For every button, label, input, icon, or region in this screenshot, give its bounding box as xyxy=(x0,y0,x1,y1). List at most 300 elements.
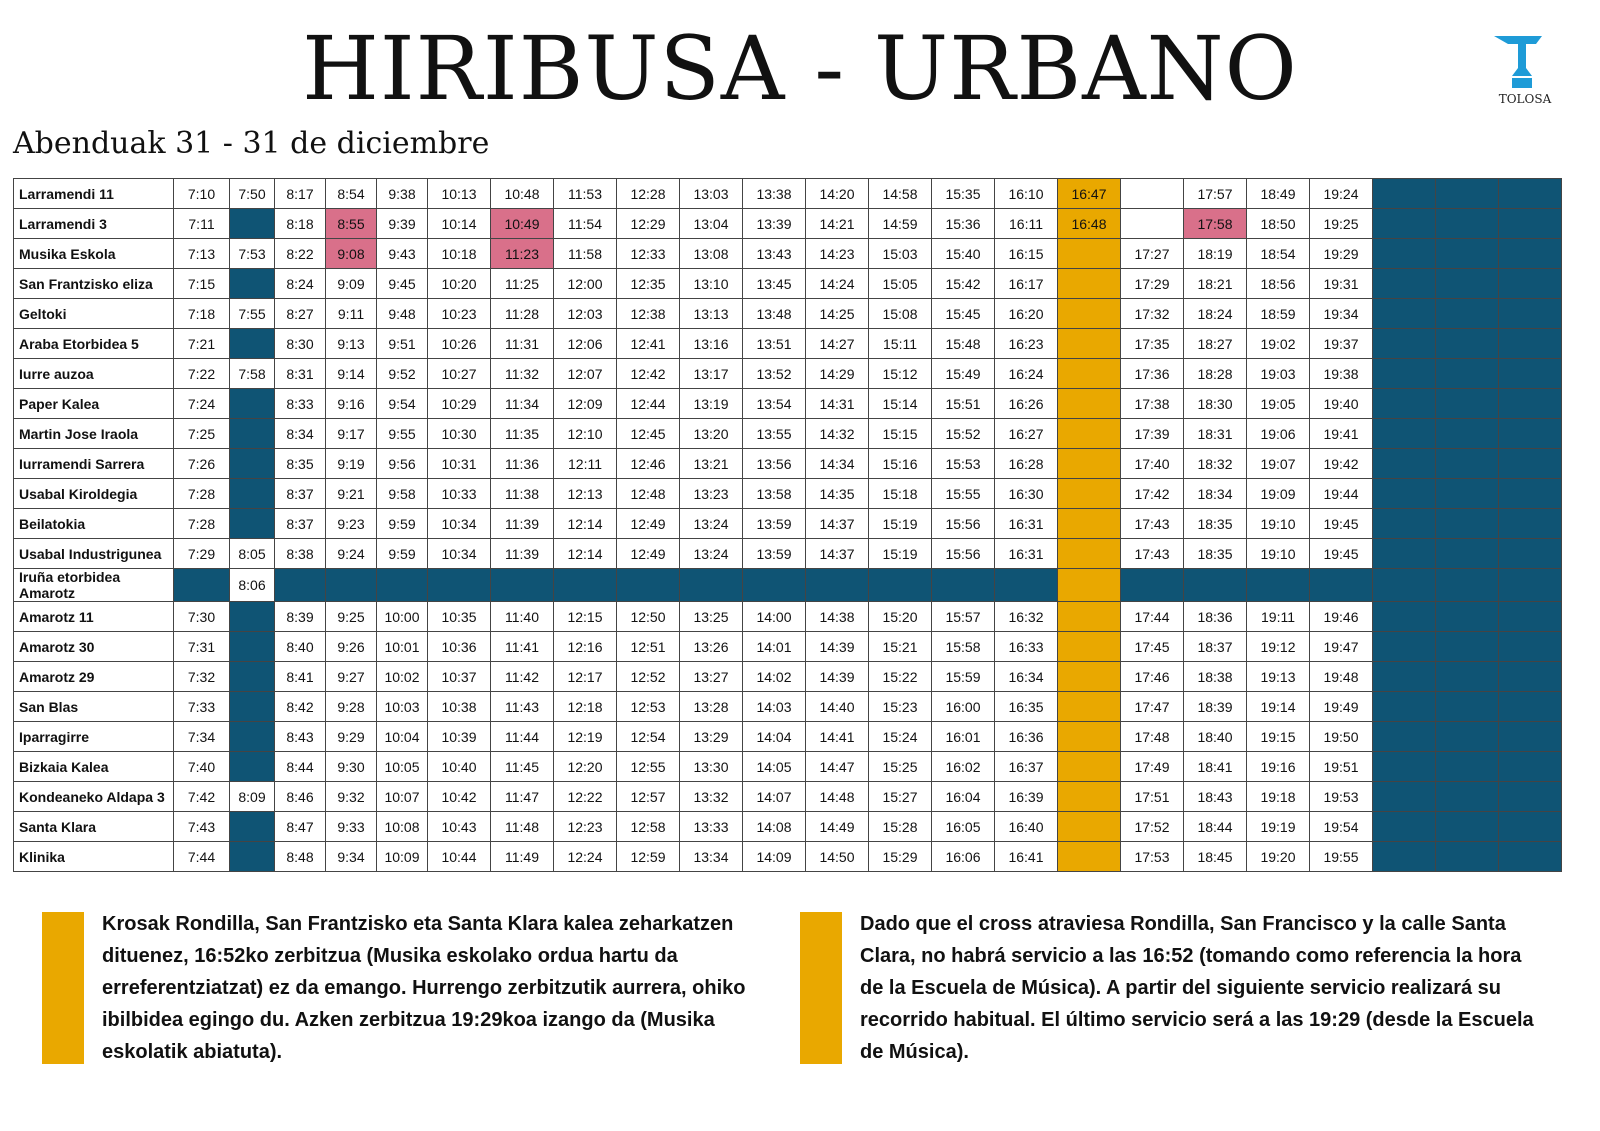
time-cell: 8:42 xyxy=(275,692,326,722)
time-cell: 19:19 xyxy=(1247,812,1310,842)
time-cell: 15:53 xyxy=(932,449,995,479)
time-cell: 12:28 xyxy=(617,179,680,209)
time-cell: 18:19 xyxy=(1184,239,1247,269)
time-cell: 19:49 xyxy=(1310,692,1373,722)
time-cell: 17:32 xyxy=(1121,299,1184,329)
time-cell: 7:15 xyxy=(174,269,230,299)
time-cell: 7:53 xyxy=(230,239,275,269)
time-cell: 12:03 xyxy=(554,299,617,329)
time-cell: 16:10 xyxy=(995,179,1058,209)
time-cell: 15:45 xyxy=(932,299,995,329)
time-cell: 9:34 xyxy=(326,842,377,872)
time-cell: 18:24 xyxy=(1184,299,1247,329)
time-cell: 18:43 xyxy=(1184,782,1247,812)
time-cell: 11:42 xyxy=(491,662,554,692)
time-cell: 7:34 xyxy=(174,722,230,752)
no-service-cell xyxy=(1499,692,1562,722)
time-cell: 17:39 xyxy=(1121,419,1184,449)
stop-name: San Blas xyxy=(14,692,174,722)
time-cell: 13:29 xyxy=(680,722,743,752)
time-cell: 7:44 xyxy=(174,842,230,872)
no-service-cell xyxy=(1499,179,1562,209)
time-cell: 8:39 xyxy=(275,602,326,632)
time-cell: 16:48 xyxy=(1058,209,1121,239)
time-cell: 18:27 xyxy=(1184,329,1247,359)
time-cell: 10:49 xyxy=(491,209,554,239)
time-cell: 16:47 xyxy=(1058,179,1121,209)
time-cell: 16:36 xyxy=(995,722,1058,752)
time-cell: 10:04 xyxy=(377,722,428,752)
no-service-cell xyxy=(491,569,554,602)
time-cell: 14:39 xyxy=(806,632,869,662)
time-cell: 18:30 xyxy=(1184,389,1247,419)
time-cell: 16:32 xyxy=(995,602,1058,632)
no-service-cell xyxy=(1373,539,1436,569)
time-cell: 11:39 xyxy=(491,539,554,569)
time-cell: 15:12 xyxy=(869,359,932,389)
time-cell: 19:05 xyxy=(1247,389,1310,419)
time-cell: 7:55 xyxy=(230,299,275,329)
no-service-cell xyxy=(1373,359,1436,389)
no-service-cell xyxy=(1436,329,1499,359)
time-cell: 7:18 xyxy=(174,299,230,329)
no-service-cell xyxy=(1436,509,1499,539)
time-cell: 9:23 xyxy=(326,509,377,539)
time-cell: 16:37 xyxy=(995,752,1058,782)
no-service-cell xyxy=(932,569,995,602)
time-cell: 18:21 xyxy=(1184,269,1247,299)
time-cell: 15:56 xyxy=(932,539,995,569)
time-cell: 7:10 xyxy=(174,179,230,209)
stop-name: Amarotz 29 xyxy=(14,662,174,692)
time-cell: 18:59 xyxy=(1247,299,1310,329)
time-cell: 11:36 xyxy=(491,449,554,479)
no-service-cell xyxy=(1499,269,1562,299)
notice-bar xyxy=(42,912,84,1064)
time-cell: 14:47 xyxy=(806,752,869,782)
time-cell: 14:02 xyxy=(743,662,806,692)
time-cell: 7:29 xyxy=(174,539,230,569)
time-cell: 17:46 xyxy=(1121,662,1184,692)
stop-name: San Frantzisko eliza xyxy=(14,269,174,299)
no-service-cell xyxy=(1436,389,1499,419)
time-cell: 8:22 xyxy=(275,239,326,269)
no-service-cell xyxy=(230,389,275,419)
time-cell: 16:00 xyxy=(932,692,995,722)
time-cell: 15:28 xyxy=(869,812,932,842)
time-cell: 10:33 xyxy=(428,479,491,509)
table-row xyxy=(14,329,1562,359)
time-cell: 12:57 xyxy=(617,782,680,812)
time-cell: 11:35 xyxy=(491,419,554,449)
stop-name: Larramendi 3 xyxy=(14,209,174,239)
no-service-cell xyxy=(1373,209,1436,239)
time-cell: 13:59 xyxy=(743,539,806,569)
time-cell: 18:38 xyxy=(1184,662,1247,692)
stop-name: Santa Klara xyxy=(14,812,174,842)
no-service-cell xyxy=(230,329,275,359)
time-cell: 10:02 xyxy=(377,662,428,692)
time-cell: 19:55 xyxy=(1310,842,1373,872)
time-cell: 12:22 xyxy=(554,782,617,812)
no-service-cell xyxy=(1436,209,1499,239)
no-service-cell xyxy=(1436,419,1499,449)
time-cell: 15:42 xyxy=(932,269,995,299)
table-row xyxy=(14,632,1562,662)
time-cell: 15:15 xyxy=(869,419,932,449)
time-cell: 13:56 xyxy=(743,449,806,479)
time-cell: 16:27 xyxy=(995,419,1058,449)
time-cell: 11:39 xyxy=(491,509,554,539)
no-service-cell xyxy=(1373,179,1436,209)
time-cell: 15:36 xyxy=(932,209,995,239)
time-cell: 8:09 xyxy=(230,782,275,812)
time-cell: 17:49 xyxy=(1121,752,1184,782)
time-cell: 10:34 xyxy=(428,539,491,569)
time-cell: 19:42 xyxy=(1310,449,1373,479)
time-cell: 7:42 xyxy=(174,782,230,812)
time-cell: 16:23 xyxy=(995,329,1058,359)
time-cell: 12:45 xyxy=(617,419,680,449)
time-cell: 19:14 xyxy=(1247,692,1310,722)
time-cell: 15:51 xyxy=(932,389,995,419)
time-cell: 9:59 xyxy=(377,539,428,569)
time-cell: 19:53 xyxy=(1310,782,1373,812)
time-cell: 15:48 xyxy=(932,329,995,359)
time-cell: 12:42 xyxy=(617,359,680,389)
time-cell: 12:50 xyxy=(617,602,680,632)
time-cell: 13:34 xyxy=(680,842,743,872)
time-cell: 11:49 xyxy=(491,842,554,872)
time-cell: 8:24 xyxy=(275,269,326,299)
time-cell: 17:43 xyxy=(1121,539,1184,569)
time-cell: 13:16 xyxy=(680,329,743,359)
tolosa-logo xyxy=(1490,34,1560,114)
time-cell: 15:40 xyxy=(932,239,995,269)
time-cell xyxy=(1058,722,1121,752)
stop-name: Usabal Industrigunea xyxy=(14,539,174,569)
time-cell: 14:01 xyxy=(743,632,806,662)
time-cell: 17:38 xyxy=(1121,389,1184,419)
time-cell xyxy=(1058,509,1121,539)
table-row xyxy=(14,842,1562,872)
time-cell: 13:19 xyxy=(680,389,743,419)
time-cell: 12:33 xyxy=(617,239,680,269)
time-cell: 19:45 xyxy=(1310,509,1373,539)
time-cell: 18:50 xyxy=(1247,209,1310,239)
time-cell: 7:40 xyxy=(174,752,230,782)
time-cell: 17:48 xyxy=(1121,722,1184,752)
time-cell: 10:27 xyxy=(428,359,491,389)
time-cell: 18:37 xyxy=(1184,632,1247,662)
time-cell: 9:59 xyxy=(377,509,428,539)
no-service-cell xyxy=(1499,842,1562,872)
table-row xyxy=(14,662,1562,692)
time-cell: 9:32 xyxy=(326,782,377,812)
time-cell: 16:05 xyxy=(932,812,995,842)
no-service-cell xyxy=(1373,692,1436,722)
time-cell: 11:48 xyxy=(491,812,554,842)
time-cell: 13:25 xyxy=(680,602,743,632)
time-cell: 12:54 xyxy=(617,722,680,752)
no-service-cell xyxy=(1499,239,1562,269)
time-cell: 8:44 xyxy=(275,752,326,782)
no-service-cell xyxy=(1499,449,1562,479)
time-cell: 19:16 xyxy=(1247,752,1310,782)
no-service-cell xyxy=(806,569,869,602)
no-service-cell xyxy=(1499,752,1562,782)
time-cell: 16:34 xyxy=(995,662,1058,692)
time-cell: 17:27 xyxy=(1121,239,1184,269)
stop-name: Iurre auzoa xyxy=(14,359,174,389)
time-cell: 11:45 xyxy=(491,752,554,782)
time-cell: 10:36 xyxy=(428,632,491,662)
schedule-table xyxy=(13,178,1562,872)
time-cell: 16:39 xyxy=(995,782,1058,812)
time-cell: 14:35 xyxy=(806,479,869,509)
table-row xyxy=(14,692,1562,722)
time-cell: 8:06 xyxy=(230,569,275,602)
time-cell xyxy=(1058,692,1121,722)
time-cell: 15:49 xyxy=(932,359,995,389)
time-cell: 14:41 xyxy=(806,722,869,752)
time-cell xyxy=(1058,602,1121,632)
time-cell: 9:27 xyxy=(326,662,377,692)
time-cell: 14:49 xyxy=(806,812,869,842)
time-cell: 14:59 xyxy=(869,209,932,239)
table-row xyxy=(14,569,1562,602)
no-service-cell xyxy=(743,569,806,602)
no-service-cell xyxy=(1373,842,1436,872)
no-service-cell xyxy=(1499,389,1562,419)
time-cell: 14:38 xyxy=(806,602,869,632)
time-cell: 18:49 xyxy=(1247,179,1310,209)
no-service-cell xyxy=(1373,449,1436,479)
notice-basque-text: Krosak Rondilla, San Frantzisko eta Santa Klara kalea zeharkatzen dituenez, 16:52ko zerbitzua (Musika eskolako ordua hartu da erreferentziatzat) ez da emango. Hurrengo zerbitzutik aurrera, ohiko ibilbidea egingo du. Azken zerbitzua 19:29koa izango da (Musika eskolatik abiatuta). xyxy=(102,913,746,1063)
time-cell: 8:33 xyxy=(275,389,326,419)
time-cell: 16:35 xyxy=(995,692,1058,722)
time-cell: 10:26 xyxy=(428,329,491,359)
time-cell: 18:31 xyxy=(1184,419,1247,449)
time-cell xyxy=(1121,209,1184,239)
time-cell: 13:20 xyxy=(680,419,743,449)
time-cell: 14:08 xyxy=(743,812,806,842)
time-cell: 10:23 xyxy=(428,299,491,329)
time-cell: 16:06 xyxy=(932,842,995,872)
time-cell: 16:20 xyxy=(995,299,1058,329)
time-cell: 11:32 xyxy=(491,359,554,389)
time-cell: 17:51 xyxy=(1121,782,1184,812)
time-cell: 15:35 xyxy=(932,179,995,209)
time-cell: 7:21 xyxy=(174,329,230,359)
time-cell: 12:07 xyxy=(554,359,617,389)
time-cell: 19:02 xyxy=(1247,329,1310,359)
notice-bar xyxy=(800,912,842,1064)
time-cell: 13:24 xyxy=(680,509,743,539)
time-cell: 7:11 xyxy=(174,209,230,239)
time-cell xyxy=(1121,179,1184,209)
time-cell: 13:39 xyxy=(743,209,806,239)
table-row xyxy=(14,239,1562,269)
time-cell: 14:37 xyxy=(806,509,869,539)
no-service-cell xyxy=(230,209,275,239)
table-row xyxy=(14,299,1562,329)
time-cell: 7:30 xyxy=(174,602,230,632)
time-cell: 10:48 xyxy=(491,179,554,209)
time-cell: 19:48 xyxy=(1310,662,1373,692)
time-cell: 18:36 xyxy=(1184,602,1247,632)
time-cell: 12:52 xyxy=(617,662,680,692)
no-service-cell xyxy=(1373,752,1436,782)
time-cell: 15:58 xyxy=(932,632,995,662)
time-cell: 18:28 xyxy=(1184,359,1247,389)
stop-name: Amarotz 30 xyxy=(14,632,174,662)
time-cell: 16:41 xyxy=(995,842,1058,872)
no-service-cell xyxy=(1121,569,1184,602)
time-cell: 11:44 xyxy=(491,722,554,752)
time-cell: 7:28 xyxy=(174,479,230,509)
time-cell: 19:46 xyxy=(1310,602,1373,632)
time-cell: 13:51 xyxy=(743,329,806,359)
no-service-cell xyxy=(554,569,617,602)
time-cell: 10:09 xyxy=(377,842,428,872)
time-cell: 10:18 xyxy=(428,239,491,269)
time-cell: 15:23 xyxy=(869,692,932,722)
time-cell: 7:28 xyxy=(174,509,230,539)
time-cell: 15:21 xyxy=(869,632,932,662)
time-cell: 16:04 xyxy=(932,782,995,812)
time-cell: 19:50 xyxy=(1310,722,1373,752)
time-cell: 11:47 xyxy=(491,782,554,812)
time-cell: 9:55 xyxy=(377,419,428,449)
time-cell: 19:03 xyxy=(1247,359,1310,389)
time-cell: 8:35 xyxy=(275,449,326,479)
no-service-cell xyxy=(377,569,428,602)
tolosa-logo-icon xyxy=(1490,34,1560,94)
time-cell: 15:19 xyxy=(869,539,932,569)
time-cell: 15:24 xyxy=(869,722,932,752)
time-cell: 19:54 xyxy=(1310,812,1373,842)
time-cell: 15:08 xyxy=(869,299,932,329)
time-cell: 19:25 xyxy=(1310,209,1373,239)
time-cell: 12:58 xyxy=(617,812,680,842)
time-cell: 12:41 xyxy=(617,329,680,359)
stop-name: Amarotz 11 xyxy=(14,602,174,632)
time-cell: 12:44 xyxy=(617,389,680,419)
time-cell: 13:26 xyxy=(680,632,743,662)
time-cell: 16:26 xyxy=(995,389,1058,419)
time-cell: 12:49 xyxy=(617,509,680,539)
time-cell: 10:40 xyxy=(428,752,491,782)
time-cell: 19:11 xyxy=(1247,602,1310,632)
time-cell: 13:58 xyxy=(743,479,806,509)
time-cell: 10:38 xyxy=(428,692,491,722)
time-cell: 10:05 xyxy=(377,752,428,782)
time-cell: 19:47 xyxy=(1310,632,1373,662)
time-cell: 13:13 xyxy=(680,299,743,329)
time-cell: 15:29 xyxy=(869,842,932,872)
time-cell: 8:54 xyxy=(326,179,377,209)
no-service-cell xyxy=(1436,269,1499,299)
time-cell: 11:40 xyxy=(491,602,554,632)
no-service-cell xyxy=(230,692,275,722)
time-cell: 12:55 xyxy=(617,752,680,782)
time-cell: 7:33 xyxy=(174,692,230,722)
table-row xyxy=(14,209,1562,239)
time-cell: 11:23 xyxy=(491,239,554,269)
time-cell: 8:41 xyxy=(275,662,326,692)
table-row xyxy=(14,722,1562,752)
stop-name: Martin Jose Iraola xyxy=(14,419,174,449)
time-cell: 9:52 xyxy=(377,359,428,389)
no-service-cell xyxy=(1373,299,1436,329)
time-cell: 9:24 xyxy=(326,539,377,569)
time-cell: 17:57 xyxy=(1184,179,1247,209)
time-cell: 14:58 xyxy=(869,179,932,209)
time-cell: 13:38 xyxy=(743,179,806,209)
time-cell: 13:03 xyxy=(680,179,743,209)
time-cell: 19:06 xyxy=(1247,419,1310,449)
time-cell: 16:15 xyxy=(995,239,1058,269)
table-row xyxy=(14,509,1562,539)
no-service-cell xyxy=(1499,419,1562,449)
stop-name: Iurramendi Sarrera xyxy=(14,449,174,479)
no-service-cell xyxy=(230,842,275,872)
time-cell: 8:17 xyxy=(275,179,326,209)
time-cell: 15:56 xyxy=(932,509,995,539)
time-cell: 12:06 xyxy=(554,329,617,359)
time-cell: 9:25 xyxy=(326,602,377,632)
stop-name: Iruña etorbidea Amarotz xyxy=(14,569,174,602)
time-cell: 12:14 xyxy=(554,509,617,539)
no-service-cell xyxy=(1436,299,1499,329)
time-cell: 11:41 xyxy=(491,632,554,662)
no-service-cell xyxy=(1373,632,1436,662)
no-service-cell xyxy=(1499,539,1562,569)
no-service-cell xyxy=(1247,569,1310,602)
no-service-cell xyxy=(1436,632,1499,662)
time-cell: 11:34 xyxy=(491,389,554,419)
no-service-cell xyxy=(1499,722,1562,752)
time-cell: 10:37 xyxy=(428,662,491,692)
time-cell: 12:24 xyxy=(554,842,617,872)
no-service-cell xyxy=(428,569,491,602)
time-cell: 15:19 xyxy=(869,509,932,539)
time-cell xyxy=(1058,842,1121,872)
no-service-cell xyxy=(1499,479,1562,509)
time-cell: 19:51 xyxy=(1310,752,1373,782)
time-cell: 19:10 xyxy=(1247,539,1310,569)
time-cell: 8:46 xyxy=(275,782,326,812)
stop-name: Paper Kalea xyxy=(14,389,174,419)
time-cell: 14:07 xyxy=(743,782,806,812)
time-cell: 12:13 xyxy=(554,479,617,509)
time-cell: 8:30 xyxy=(275,329,326,359)
table-row xyxy=(14,812,1562,842)
no-service-cell xyxy=(1436,782,1499,812)
time-cell: 9:56 xyxy=(377,449,428,479)
no-service-cell xyxy=(1373,662,1436,692)
time-cell xyxy=(1058,389,1121,419)
time-cell: 14:05 xyxy=(743,752,806,782)
no-service-cell xyxy=(1436,602,1499,632)
time-cell: 13:32 xyxy=(680,782,743,812)
time-cell: 10:13 xyxy=(428,179,491,209)
no-service-cell xyxy=(617,569,680,602)
time-cell xyxy=(1058,269,1121,299)
time-cell: 12:48 xyxy=(617,479,680,509)
table-row xyxy=(14,269,1562,299)
